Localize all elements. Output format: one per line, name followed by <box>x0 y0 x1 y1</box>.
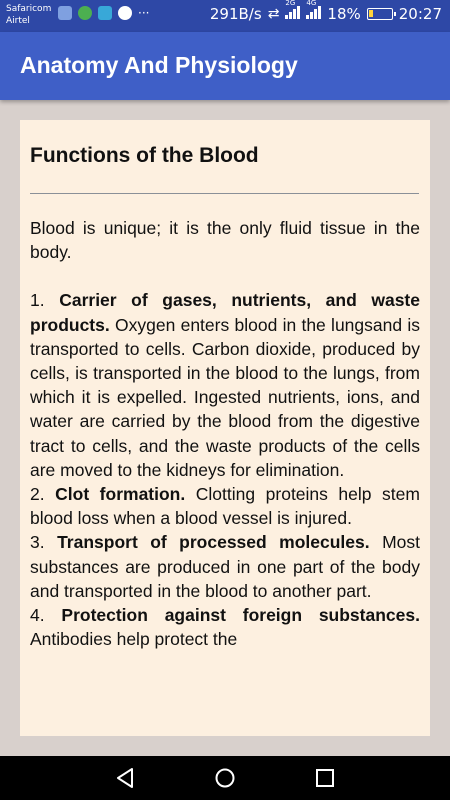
article-title: Functions of the Blood <box>30 144 259 167</box>
battery-percent: 18% <box>327 5 361 23</box>
phone-icon <box>118 6 132 20</box>
notification-icons <box>58 6 149 20</box>
item-heading: Protection against foreign substances. <box>61 605 420 626</box>
battery-icon <box>367 8 393 20</box>
status-right <box>209 0 442 23</box>
title-divider <box>30 193 419 194</box>
item-heading: Clot formation. <box>55 484 186 505</box>
item-number: 3. <box>30 532 45 553</box>
signal-2g-icon <box>285 0 300 23</box>
article-intro: Blood is unique; it is the only fluid tissue in the body. <box>30 218 420 263</box>
home-icon[interactable] <box>214 767 236 789</box>
item-text: Most substances are produced in one part of the body and transported in the blood to another part. <box>30 532 420 601</box>
app-bar <box>0 32 450 100</box>
sms-icon <box>58 6 72 20</box>
item-text: Antibodies help protect the <box>30 629 238 650</box>
item-text: Oxygen enters blood in the lungsand is transported to cells. Carbon dioxide, produced by cells, is transported in the blood to the lungs, from which it is expelled. Ingested nutrients, ions, and water are carried by the blood from the digestive tract to cells, and the waste products of the cells are moved to the kidneys for elimination. <box>30 314 420 480</box>
status-bar <box>0 0 450 32</box>
signal-2-label: 4G <box>306 0 317 7</box>
carrier-1: Safaricom <box>6 4 52 14</box>
signal-1-label: 2G <box>285 0 296 7</box>
article-card[interactable] <box>20 120 430 736</box>
vibrate-off-icon: ⇄ <box>267 6 280 22</box>
article-body <box>30 216 420 651</box>
whatsapp-icon <box>78 6 92 20</box>
item-heading: Transport of processed molecules. <box>57 532 370 553</box>
back-icon[interactable] <box>114 767 136 789</box>
navigation-bar <box>0 756 450 800</box>
app-title: Anatomy And Physiology <box>20 52 298 78</box>
item-number: 2. <box>30 484 45 505</box>
recents-icon[interactable] <box>314 767 336 789</box>
list-item <box>30 603 420 651</box>
list-item <box>30 482 420 530</box>
carrier-names <box>6 3 51 27</box>
clock: 20:27 <box>398 5 442 23</box>
network-speed: 291B/s <box>209 5 262 23</box>
message-icon <box>98 6 112 20</box>
more-notifications-icon: ··· <box>138 6 150 20</box>
item-number: 4. <box>30 605 45 626</box>
carrier-2: Airtel <box>6 16 30 26</box>
list-item <box>30 288 420 482</box>
item-number: 1. <box>30 290 45 311</box>
signal-4g-icon <box>306 0 321 23</box>
list-item <box>30 530 420 603</box>
item-heading: Carrier of gases, nutrients, and waste products. <box>30 290 420 335</box>
item-text: Clotting proteins help stem blood loss when a blood vessel is injured. <box>30 484 420 529</box>
